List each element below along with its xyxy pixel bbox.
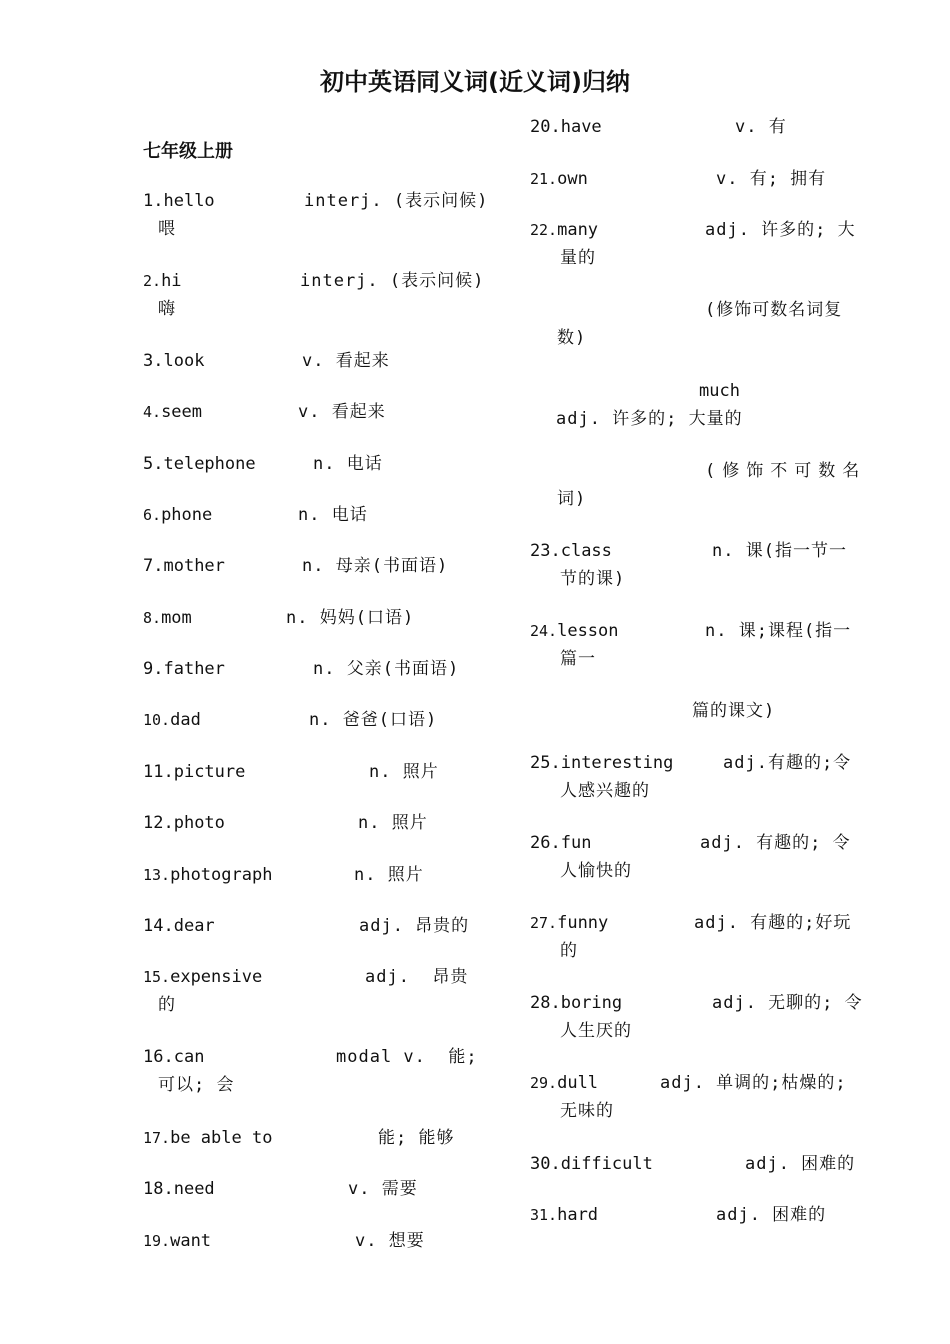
entry-4 bbox=[143, 398, 386, 426]
entry-number: 26. bbox=[530, 833, 561, 853]
entry-number: 13. bbox=[143, 866, 171, 884]
entry-number: 8. bbox=[143, 609, 162, 627]
section-heading: 七年级上册 bbox=[143, 141, 233, 162]
entry-number: 9. bbox=[143, 659, 164, 679]
entry-definition: n. 电话 bbox=[313, 454, 383, 474]
entry-word: need bbox=[173, 1179, 215, 1199]
entry-number: 20. bbox=[530, 117, 561, 137]
entry-word: have bbox=[560, 117, 602, 137]
entry-definition: v. 有; 拥有 bbox=[716, 169, 827, 189]
entry-definition-cont: 人感兴趣的 bbox=[560, 781, 650, 801]
entry-14 bbox=[143, 912, 470, 940]
entry-definition: n. 照片 bbox=[354, 865, 424, 885]
entry-definition: n. 照片 bbox=[369, 762, 439, 782]
entry-3 bbox=[143, 347, 390, 375]
entry-word: look bbox=[163, 351, 205, 371]
entry-word: funny bbox=[557, 913, 609, 933]
entry-definition: adj. 昂贵 bbox=[365, 967, 469, 987]
entry-definition: n. 电话 bbox=[298, 505, 368, 525]
entry-definition: n. 母亲(书面语) bbox=[302, 556, 449, 576]
entry-number: 5. bbox=[143, 454, 164, 474]
entry-definition: adj. 无聊的; 令 bbox=[712, 993, 863, 1013]
entry-11 bbox=[143, 758, 439, 786]
entry-definition-cont: 人愉快的 bbox=[560, 861, 632, 881]
entry-number: 6. bbox=[143, 506, 162, 524]
entry-definition: interj. (表示问候) bbox=[300, 271, 485, 291]
entry-number: 28. bbox=[530, 993, 561, 1013]
entry-definition: adj. 有趣的; 令 bbox=[700, 833, 851, 853]
entry-definition: v. 想要 bbox=[355, 1231, 425, 1251]
entry-word: lesson bbox=[557, 621, 619, 641]
entry-definition: adj. 有趣的;好玩 bbox=[694, 913, 852, 933]
entry-30 bbox=[530, 1150, 856, 1178]
entry-definition-cont: 可以; 会 bbox=[158, 1075, 235, 1095]
entry-definition-cont: 人生厌的 bbox=[560, 1021, 632, 1041]
entry-word: mom bbox=[161, 608, 192, 628]
entry-31 bbox=[530, 1201, 827, 1229]
entry-definition-cont: 词) bbox=[557, 489, 587, 509]
entry-word: photograph bbox=[170, 865, 273, 885]
entry-definition-cont: 量的 bbox=[560, 248, 596, 268]
entry-10 bbox=[143, 706, 438, 734]
entry-22 bbox=[530, 216, 856, 268]
entry-definition: modal v. 能; bbox=[336, 1047, 478, 1067]
entry-number: 25. bbox=[530, 753, 561, 773]
entry-number: 31. bbox=[530, 1206, 558, 1224]
entry-word: interesting bbox=[560, 753, 674, 773]
entry-definition: adj. 困难的 bbox=[716, 1205, 827, 1225]
entry-number: 24. bbox=[530, 622, 558, 640]
entry-definition-cont: 的 bbox=[560, 941, 578, 961]
entry-2 bbox=[143, 267, 485, 319]
entry-number: 29. bbox=[530, 1074, 558, 1092]
entry-word: boring bbox=[560, 993, 623, 1013]
entry-word: father bbox=[163, 659, 225, 679]
entry-number: 10. bbox=[143, 711, 171, 729]
entry-word: can bbox=[173, 1047, 205, 1067]
entry-word: dull bbox=[557, 1073, 599, 1093]
entry-23 bbox=[530, 537, 847, 589]
entry-definition: (修饰可数名词复 bbox=[705, 300, 843, 320]
entry-definition-cont: 节的课) bbox=[560, 569, 626, 589]
entry-definition: n. 妈妈(口语) bbox=[286, 608, 415, 628]
page-title: 初中英语同义词(近义词)归纳 bbox=[320, 68, 630, 96]
entry-20 bbox=[530, 113, 787, 141]
entry-12 bbox=[143, 809, 428, 837]
entry-word: much bbox=[699, 381, 740, 401]
entry-definition: adj. 单调的;枯燥的; bbox=[660, 1073, 847, 1093]
entry-number: 16. bbox=[143, 1047, 174, 1067]
entry-9 bbox=[143, 655, 460, 683]
entry-definition: n. 爸爸(口语) bbox=[309, 710, 438, 730]
entry-16 bbox=[143, 1043, 478, 1095]
entry-number: 30. bbox=[530, 1154, 561, 1174]
entry-number: 18. bbox=[143, 1179, 174, 1199]
entry-word: photo bbox=[173, 813, 225, 833]
entry-word: hello bbox=[163, 191, 215, 211]
entry-definition-cont: 数) bbox=[557, 328, 587, 348]
entry-21 bbox=[530, 165, 827, 193]
entry-number: 21. bbox=[530, 170, 558, 188]
entry-definition: n. 课;课程(指一 bbox=[705, 621, 852, 641]
entry-definition: n. 照片 bbox=[358, 813, 428, 833]
entry-word: own bbox=[557, 169, 588, 189]
entry-number: 22. bbox=[530, 221, 558, 239]
entry-24 bbox=[530, 617, 852, 669]
entry-definition: v. 看起来 bbox=[298, 402, 386, 422]
entry-definition: n. 课(指一节一 bbox=[712, 541, 847, 561]
entry-definition: adj. 昂贵的 bbox=[359, 916, 470, 936]
entry-word: hi bbox=[161, 271, 182, 291]
entry-definition: 篇的课文) bbox=[692, 701, 776, 721]
entry-28 bbox=[530, 989, 863, 1041]
entry-word: dad bbox=[170, 710, 201, 730]
entry-definition-cont: adj. 许多的; 大量的 bbox=[556, 409, 743, 429]
entry-number: 3. bbox=[143, 351, 164, 371]
entry-definition: adj. 困难的 bbox=[745, 1154, 856, 1174]
entry-number: 4. bbox=[143, 403, 162, 421]
entry-definition-cont: 无味的 bbox=[560, 1101, 614, 1121]
entry-8 bbox=[143, 604, 415, 632]
entry-number: 7. bbox=[143, 556, 164, 576]
entry-number: 11. bbox=[143, 762, 174, 782]
entry-number: 23. bbox=[530, 541, 561, 561]
entry-word: fun bbox=[560, 833, 592, 853]
entry-word: telephone bbox=[163, 454, 256, 474]
entry-number: 15. bbox=[143, 968, 171, 986]
entry-definition-cont: 的 bbox=[158, 995, 176, 1015]
entry-word: seem bbox=[161, 402, 203, 422]
entry-number: 27. bbox=[530, 914, 558, 932]
entry-number: 1. bbox=[143, 191, 164, 211]
entry-definition: adj.有趣的;令 bbox=[723, 753, 852, 773]
entry-definition: (修饰不可数名 bbox=[705, 461, 867, 481]
entry-17 bbox=[143, 1124, 455, 1152]
entry-word: dear bbox=[173, 916, 215, 936]
entry-word: class bbox=[560, 541, 612, 561]
entry-word: many bbox=[557, 220, 599, 240]
entry-definition-cont: 篇一 bbox=[560, 649, 596, 669]
entry-26 bbox=[530, 829, 851, 881]
entry-word: mother bbox=[163, 556, 225, 576]
entry-5 bbox=[143, 450, 383, 478]
entry-18 bbox=[143, 1175, 418, 1203]
entry-definition: n. 父亲(书面语) bbox=[313, 659, 460, 679]
entry-definition: 能; 能够 bbox=[378, 1128, 455, 1148]
entry-word: phone bbox=[161, 505, 213, 525]
entry-number: 17. bbox=[143, 1129, 171, 1147]
entry-6 bbox=[143, 501, 368, 529]
entry-definition: v. 需要 bbox=[348, 1179, 418, 1199]
entry-1 bbox=[143, 187, 489, 239]
entry-word: picture bbox=[173, 762, 246, 782]
entry-definition: interj. (表示问候) bbox=[304, 191, 489, 211]
entry-13 bbox=[143, 861, 424, 889]
entry-29 bbox=[530, 1069, 847, 1121]
entry-number: 2. bbox=[143, 272, 162, 290]
entry-definition: v. 有 bbox=[735, 117, 787, 137]
entry-19 bbox=[143, 1227, 425, 1255]
entry-word: difficult bbox=[560, 1154, 653, 1174]
entry-definition-cont: 喂 bbox=[158, 219, 176, 239]
entry-7 bbox=[143, 552, 449, 580]
entry-27 bbox=[530, 909, 852, 961]
entry-word: be able to bbox=[170, 1128, 273, 1148]
entry-definition: v. 看起来 bbox=[302, 351, 390, 371]
entry-word: hard bbox=[557, 1205, 599, 1225]
entry-25 bbox=[530, 749, 852, 801]
entry-definition: adj. 许多的; 大 bbox=[705, 220, 856, 240]
entry-number: 19. bbox=[143, 1232, 171, 1250]
entry-number: 14. bbox=[143, 916, 174, 936]
entry-definition-cont: 嗨 bbox=[158, 299, 176, 319]
entry-number: 12. bbox=[143, 813, 174, 833]
entry-word: expensive bbox=[170, 967, 263, 987]
entry-word: want bbox=[170, 1231, 212, 1251]
entry-15 bbox=[143, 963, 469, 1015]
